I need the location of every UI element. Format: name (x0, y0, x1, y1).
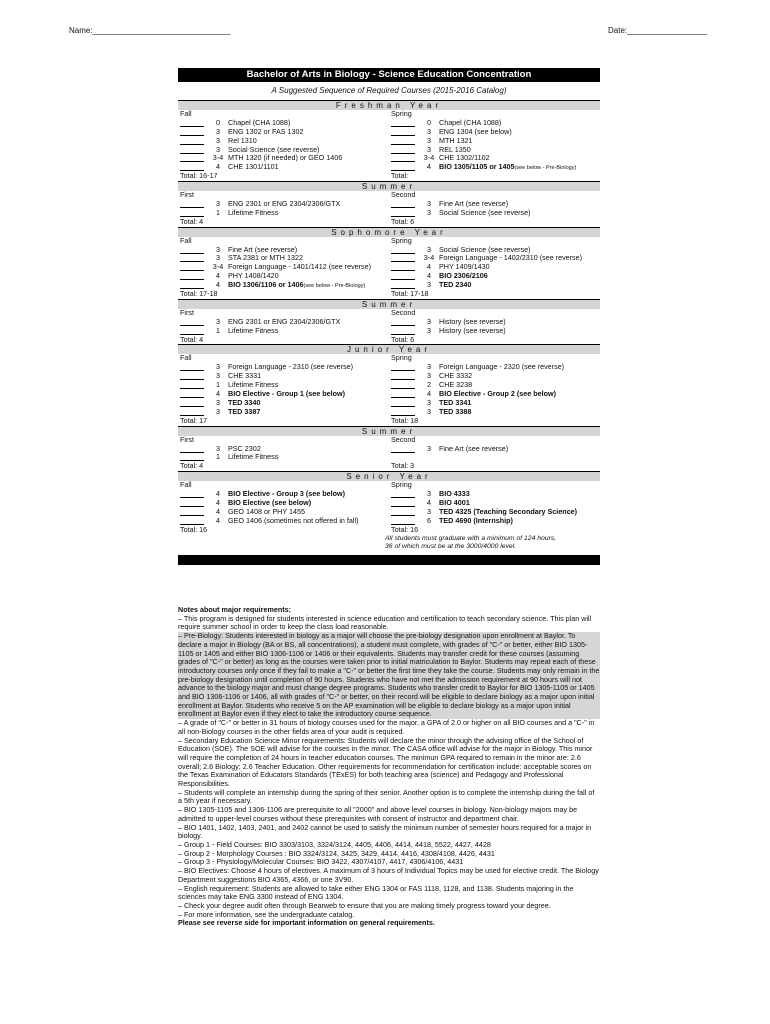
document-title: Bachelor of Arts in Biology - Science Education Concentration (178, 68, 600, 82)
course-name-text: CHE 1301/1101 (228, 162, 279, 172)
term-label: Spring (391, 353, 412, 363)
course-name-text: MTH 1321 (439, 135, 473, 145)
course-name-text: TED 3388 (439, 406, 472, 416)
note-item: – BIO 1305-1105 and 1306-1106 are prerequisite to all "2000" and above level courses in biology. Non-biology majors may be admitted to upper-level courses without these prerequisites with consent of instructor and department chair. (178, 805, 578, 823)
term-total: Total: 17-18 (180, 289, 218, 299)
term-total: Total: 4 (180, 461, 204, 471)
course-name-text: CHE 1302/1102 (439, 153, 490, 163)
course-row (178, 453, 600, 462)
course-name-text: BIO Elective (see below) (228, 497, 312, 507)
term-total: Total: 17 (180, 415, 208, 425)
credit-hours: 3 (427, 207, 431, 217)
course-name-text: Foreign Language - 2310 (see reverse) (228, 362, 354, 372)
credit-hours: 3 (427, 406, 431, 416)
credit-hours: 4 (216, 389, 220, 399)
credit-hours: 1 (216, 380, 220, 390)
note-item: – English requirement: Students are allowed to take either ENG 1304 or FAS 1118, 1128, and 1138. Students majoring in the sciences may take ENG 3300 instead of ENG 1304. (178, 883, 574, 902)
course-name-text: TED 4325 (Teaching Secondary Science) (439, 506, 578, 516)
term-label: First (180, 307, 194, 317)
term-total: Total: 6 (391, 334, 415, 344)
note-item: – BIO Electives: Choose 4 hours of electives. A maximum of 3 hours of Individual Topics may be used for elective credit. The Biology Department suggestions BIO 4365, 4366, or one 3V90. (178, 866, 599, 884)
course-name-text: MTH 1320 (if needed) or GEO 1406 (228, 153, 343, 163)
notes-heading: Notes about major requirements: (178, 605, 292, 614)
course-name-text: GEO 1408 or PHY 1455 (228, 506, 305, 516)
credit-hours: 4 (216, 497, 220, 507)
credit-hours: 6 (427, 515, 431, 525)
credit-hours: 3 (216, 126, 220, 136)
course-name-text: Foreign Language - 1401/1412 (see reverse) (228, 262, 372, 272)
credit-hours: 3 (216, 371, 220, 381)
course-name-text: Lifetime Fitness (228, 207, 279, 217)
course-row (178, 327, 600, 336)
year-header: Junior Year (178, 344, 600, 354)
credit-hours: 3 (216, 144, 220, 154)
term-label: Fall (180, 480, 192, 490)
note-item: – Check your degree audit often through Bearweb to ensure that you are making timely progress toward your degree. (178, 900, 551, 910)
date-field[interactable]: Date:__________________ (608, 26, 708, 35)
credit-hours: 1 (216, 325, 220, 335)
course-name-text: TED 3340 (228, 397, 261, 407)
year-header: Summer (178, 299, 600, 309)
course-name-text: TED 3387 (228, 406, 261, 416)
course-name-text: Chapel (CHA 1088) (228, 117, 291, 127)
credit-hours: 3 (427, 506, 431, 516)
course-note: (see below - Pre-Biology) (514, 165, 577, 172)
course-name (228, 453, 278, 462)
course-name (439, 209, 530, 218)
footnote-line: 36 of which must be at the 3000/4000 level. (385, 543, 517, 551)
course-name-text: History (see reverse) (439, 316, 506, 326)
year-header: Senior Year (178, 471, 600, 481)
course-name-text: Lifetime Fitness (228, 380, 279, 390)
credit-hours: 3 (427, 135, 431, 145)
credit-hours: 3 (427, 443, 431, 453)
credit-hours: 3 (427, 280, 431, 290)
credit-hours: 3 (216, 362, 220, 372)
course-name (439, 517, 513, 526)
graduation-footnote (385, 535, 600, 552)
credit-hours: 3 (216, 199, 220, 209)
credit-hours: 3 (427, 199, 431, 209)
credit-hours: 3 (216, 135, 220, 145)
credit-hours: 3 (427, 144, 431, 154)
course-name-text: PHY 1408/1420 (228, 271, 279, 281)
term-total: Total: 16 (391, 524, 419, 534)
course-name-text: Fine Art (see reverse) (439, 443, 509, 453)
credit-hours: 3 (427, 244, 431, 254)
credit-hours: 0 (216, 117, 220, 127)
course-name-text: PSC 2302 (228, 443, 261, 453)
course-row (178, 209, 600, 218)
credit-hours: 3 (216, 397, 220, 407)
course-name-text: BIO Elective - Group 3 (see below) (228, 489, 346, 499)
course-row (178, 517, 600, 526)
note-item: – Pre-Biology: Students interested in biology as a major will choose the pre-biology designation upon enrollment at Baylor. To declare a major in Biology (BA or BS, all concentrations), a student must complete, with grades of "C-" or better, either BIO 1305-1105 or 1405 and either BIO 1306-1106 or 1406 or their equivalents. Students may transfer credit for these courses (assuming grades of "C-" or better) as long as the courses were taken prior to initial matriculation to Baylor. Students may repeat each of these introductory courses only once if they fail to make a "C-" or better the first time they take the course. Students may only remain in the pre-biology designation until completion of 90 hours. Students who have not met the admission requirement at 90 hours will not advance to the biology major and must change degree programs. Students who transfer credit to Baylor for BIO 1305-1105 or 1405 and BIO 1306-1106 or 1406, all with grades of "C-" or better, on their record will be eligible to declare biology as a major upon initial enrollment at Baylor. Students who receive 5 on the AP examination will be eligible to declare biology as a major upon initial enrollment at Baylor even if they elect to take the introductory course sequence. (178, 631, 600, 719)
course-row (178, 163, 600, 172)
footnote-line: All students must graduate with a minimum of 124 hours, (385, 534, 557, 542)
course-name-text: Social Science (see reverse) (439, 244, 531, 254)
course-name-text: Social Science (see reverse) (439, 207, 531, 217)
course-name-text: BIO Elective - Group 1 (see below) (228, 389, 346, 399)
term-total: Total: (391, 171, 409, 181)
course-name-text: ENG 1302 or FAS 1302 (228, 126, 304, 136)
name-field[interactable]: Name:_______________________________ (69, 26, 231, 35)
course-name-text: BIO 4001 (439, 497, 470, 507)
course-name-text: REL 1350 (439, 144, 471, 154)
course-name-text: ENG 2301 or ENG 2304/2306/GTX (228, 316, 341, 326)
course-name (228, 408, 260, 417)
credit-hours: 3 (427, 371, 431, 381)
divider-bar (178, 555, 600, 565)
course-name (228, 517, 359, 526)
credit-hours: 2 (427, 380, 431, 390)
credit-hours: 3-4 (423, 253, 435, 263)
course-name-text: GEO 1406 (sometimes not offered in fall) (228, 515, 359, 525)
course-name-text: CHE 3331 (228, 371, 262, 381)
course-name-text: History (see reverse) (439, 325, 506, 335)
course-name-text: Rel 1310 (228, 135, 257, 145)
credit-hours: 4 (427, 271, 431, 281)
term-total: Total: 4 (180, 334, 204, 344)
credit-hours: 3 (216, 253, 220, 263)
course-note: (see below - Pre-Biology) (303, 283, 366, 290)
course-name-text: BIO Elective - Group 2 (see below) (439, 389, 557, 399)
course-name (439, 281, 471, 290)
credit-hours: 0 (427, 117, 431, 127)
course-name-text: BIO 4333 (439, 489, 470, 499)
credit-hours: 3-4 (212, 153, 224, 163)
term-label: Spring (391, 109, 412, 118)
credit-hours: 4 (216, 515, 220, 525)
course-name-text: Chapel (CHA 1088) (439, 117, 502, 127)
year-header: Summer (178, 181, 600, 191)
term-label: Fall (180, 353, 192, 363)
note-item: – For more information, see the undergraduate catalog. (178, 909, 355, 919)
credit-hours: 3-4 (423, 153, 435, 163)
note-item: – Group 3 - Physiology/Molecular Courses: BIO 3422, 4307/4107, 4417, 4306/4106, 4431 (178, 857, 464, 867)
year-header: Freshman Year (178, 100, 600, 110)
credit-hours: 3 (427, 316, 431, 326)
term-total: Total: 6 (391, 216, 415, 226)
credit-hours: 3 (216, 316, 220, 326)
note-item: – A grade of "C-" or better in 31 hours of biology courses used for the major, a GPA of 2.0 or higher on all BIO courses and a "C-" in all non-Biology courses in the other fields area of your audit is required. (178, 718, 595, 736)
note-item: – BIO 1401, 1402, 1403, 2401, and 2402 cannot be used to satisfy the minimum number of semester hours required for a major in biology. (178, 822, 592, 841)
credit-hours: 4 (427, 389, 431, 399)
course-name-text: PHY 1409/1430 (439, 262, 490, 272)
course-name-text: ENG 2301 or ENG 2304/2306/GTX (228, 199, 341, 209)
course-name-text: ENG 1304 (see below) (439, 126, 512, 136)
course-name-text: BIO 2306/2106 (439, 271, 488, 281)
term-total: Total: 16-17 (180, 171, 218, 181)
course-name-text: CHE 3238 (439, 380, 473, 390)
course-name-text: STA 2381 or MTH 1322 (228, 253, 303, 263)
term-label: Fall (180, 235, 192, 245)
year-header: Sophomore Year (178, 227, 600, 237)
term-total: Total: 16 (180, 524, 208, 534)
course-name-text: TED 4690 (Internship) (439, 515, 513, 525)
term-label: Second (391, 190, 416, 200)
term-label: Spring (391, 480, 412, 490)
term-total: Total: 3 (391, 461, 415, 471)
course-name-text: BIO 1305/1105 or 1405 (439, 162, 515, 172)
term-total: Total: 4 (180, 216, 204, 226)
course-name (228, 163, 279, 172)
notes-section (178, 606, 600, 928)
credit-hours: 4 (216, 506, 220, 516)
credit-hours: 4 (427, 262, 431, 272)
credit-hours: 3 (427, 325, 431, 335)
credit-hours: 4 (427, 162, 431, 172)
credit-hours: 3 (216, 244, 220, 254)
term-label: Fall (180, 109, 192, 118)
term-total: Total: 18 (391, 415, 419, 425)
course-name-text: Foreign Language - 2320 (see reverse) (439, 362, 565, 372)
course-row (178, 408, 600, 417)
note-item: – Group 2 - Morphology Courses : BIO 3324/3124, 3425, 3429, 4414, 4416, 4308/4108, 4426, 4431 (178, 848, 495, 858)
course-name-text: Foreign Language - 1402/2310 (see reverse) (439, 253, 583, 263)
term-label: Second (391, 307, 416, 317)
year-header: Summer (178, 426, 600, 436)
credit-hours: 4 (216, 280, 220, 290)
credit-hours: 1 (216, 207, 220, 217)
credit-hours: 3 (216, 406, 220, 416)
course-row (178, 281, 600, 290)
course-name-text: TED 3341 (439, 397, 472, 407)
term-label: Spring (391, 235, 412, 245)
course-name (439, 327, 506, 336)
course-name-text: CHE 3332 (439, 371, 473, 381)
credit-hours: 3 (216, 443, 220, 453)
term-total: Total: 17-18 (391, 289, 429, 299)
notes-list (178, 615, 600, 920)
course-name (228, 209, 278, 218)
course-name (228, 327, 278, 336)
course-name-text: BIO 1306/1106 or 1406 (228, 280, 304, 290)
note-item: – Group 1 - Field Courses: BIO 3303/3103, 3324/3124, 4405, 4406, 4414, 4418, 5522, 4427, 4428 (178, 839, 491, 849)
credit-hours: 4 (216, 489, 220, 499)
note-item: – This program is designed for students interested in science education and certification to teach secondary science. This plan will require summer school in order to keep the class load reasonable. (178, 613, 592, 632)
credit-hours: 4 (427, 497, 431, 507)
credit-hours: 4 (216, 162, 220, 172)
credit-hours: 4 (216, 271, 220, 281)
credit-hours: 3 (427, 362, 431, 372)
course-name (439, 408, 471, 417)
credit-hours: 1 (216, 452, 220, 462)
course-name-text: Lifetime Fitness (228, 325, 279, 335)
course-name (439, 445, 508, 454)
credit-hours: 3 (427, 126, 431, 136)
term-label: First (180, 190, 194, 200)
note-item: – Secondary Education Science Minor requirements: Students will declare the minor through the advising office of the School of Education (SOE). The SOE will advise for the courses in the minor. The CASA office will advise for the major in Biology. This minor will require the completion of 24 hours in teacher education courses. The minimun GPA required to remain in the minor are: 2.6 overall; 2.6 Biology; 2.6 Teacher Education. Other requirements for recommendation for certification include: acceptable scores on the Texas Examination of Educators Standards (TExES) for both teaching area (science) and Pedagogy and Professional Responsibilities. (178, 735, 593, 789)
closing-note: Please see reverse side for important information on general requirements. (178, 918, 435, 928)
credit-hours: 3 (427, 489, 431, 499)
course-name-text: Fine Art (see reverse) (439, 199, 509, 209)
course-name-text: Lifetime Fitness (228, 452, 279, 462)
course-name-text: TED 2340 (439, 280, 472, 290)
term-label: First (180, 434, 194, 444)
course-name-text: Social Science (see reverse) (228, 144, 320, 154)
term-label: Second (391, 434, 416, 444)
course-name-text: Fine Art (see reverse) (228, 244, 298, 254)
note-item: – Students will complete an internship during the spring of their senior. Another option is to complete the internship during the fall of a 5th year if necessary. (178, 787, 595, 806)
document-subtitle: A Suggested Sequence of Required Courses (2015-2016 Catalog) (271, 86, 507, 95)
credit-hours: 3-4 (212, 262, 224, 272)
course-plan (178, 100, 600, 565)
credit-hours: 3 (427, 397, 431, 407)
